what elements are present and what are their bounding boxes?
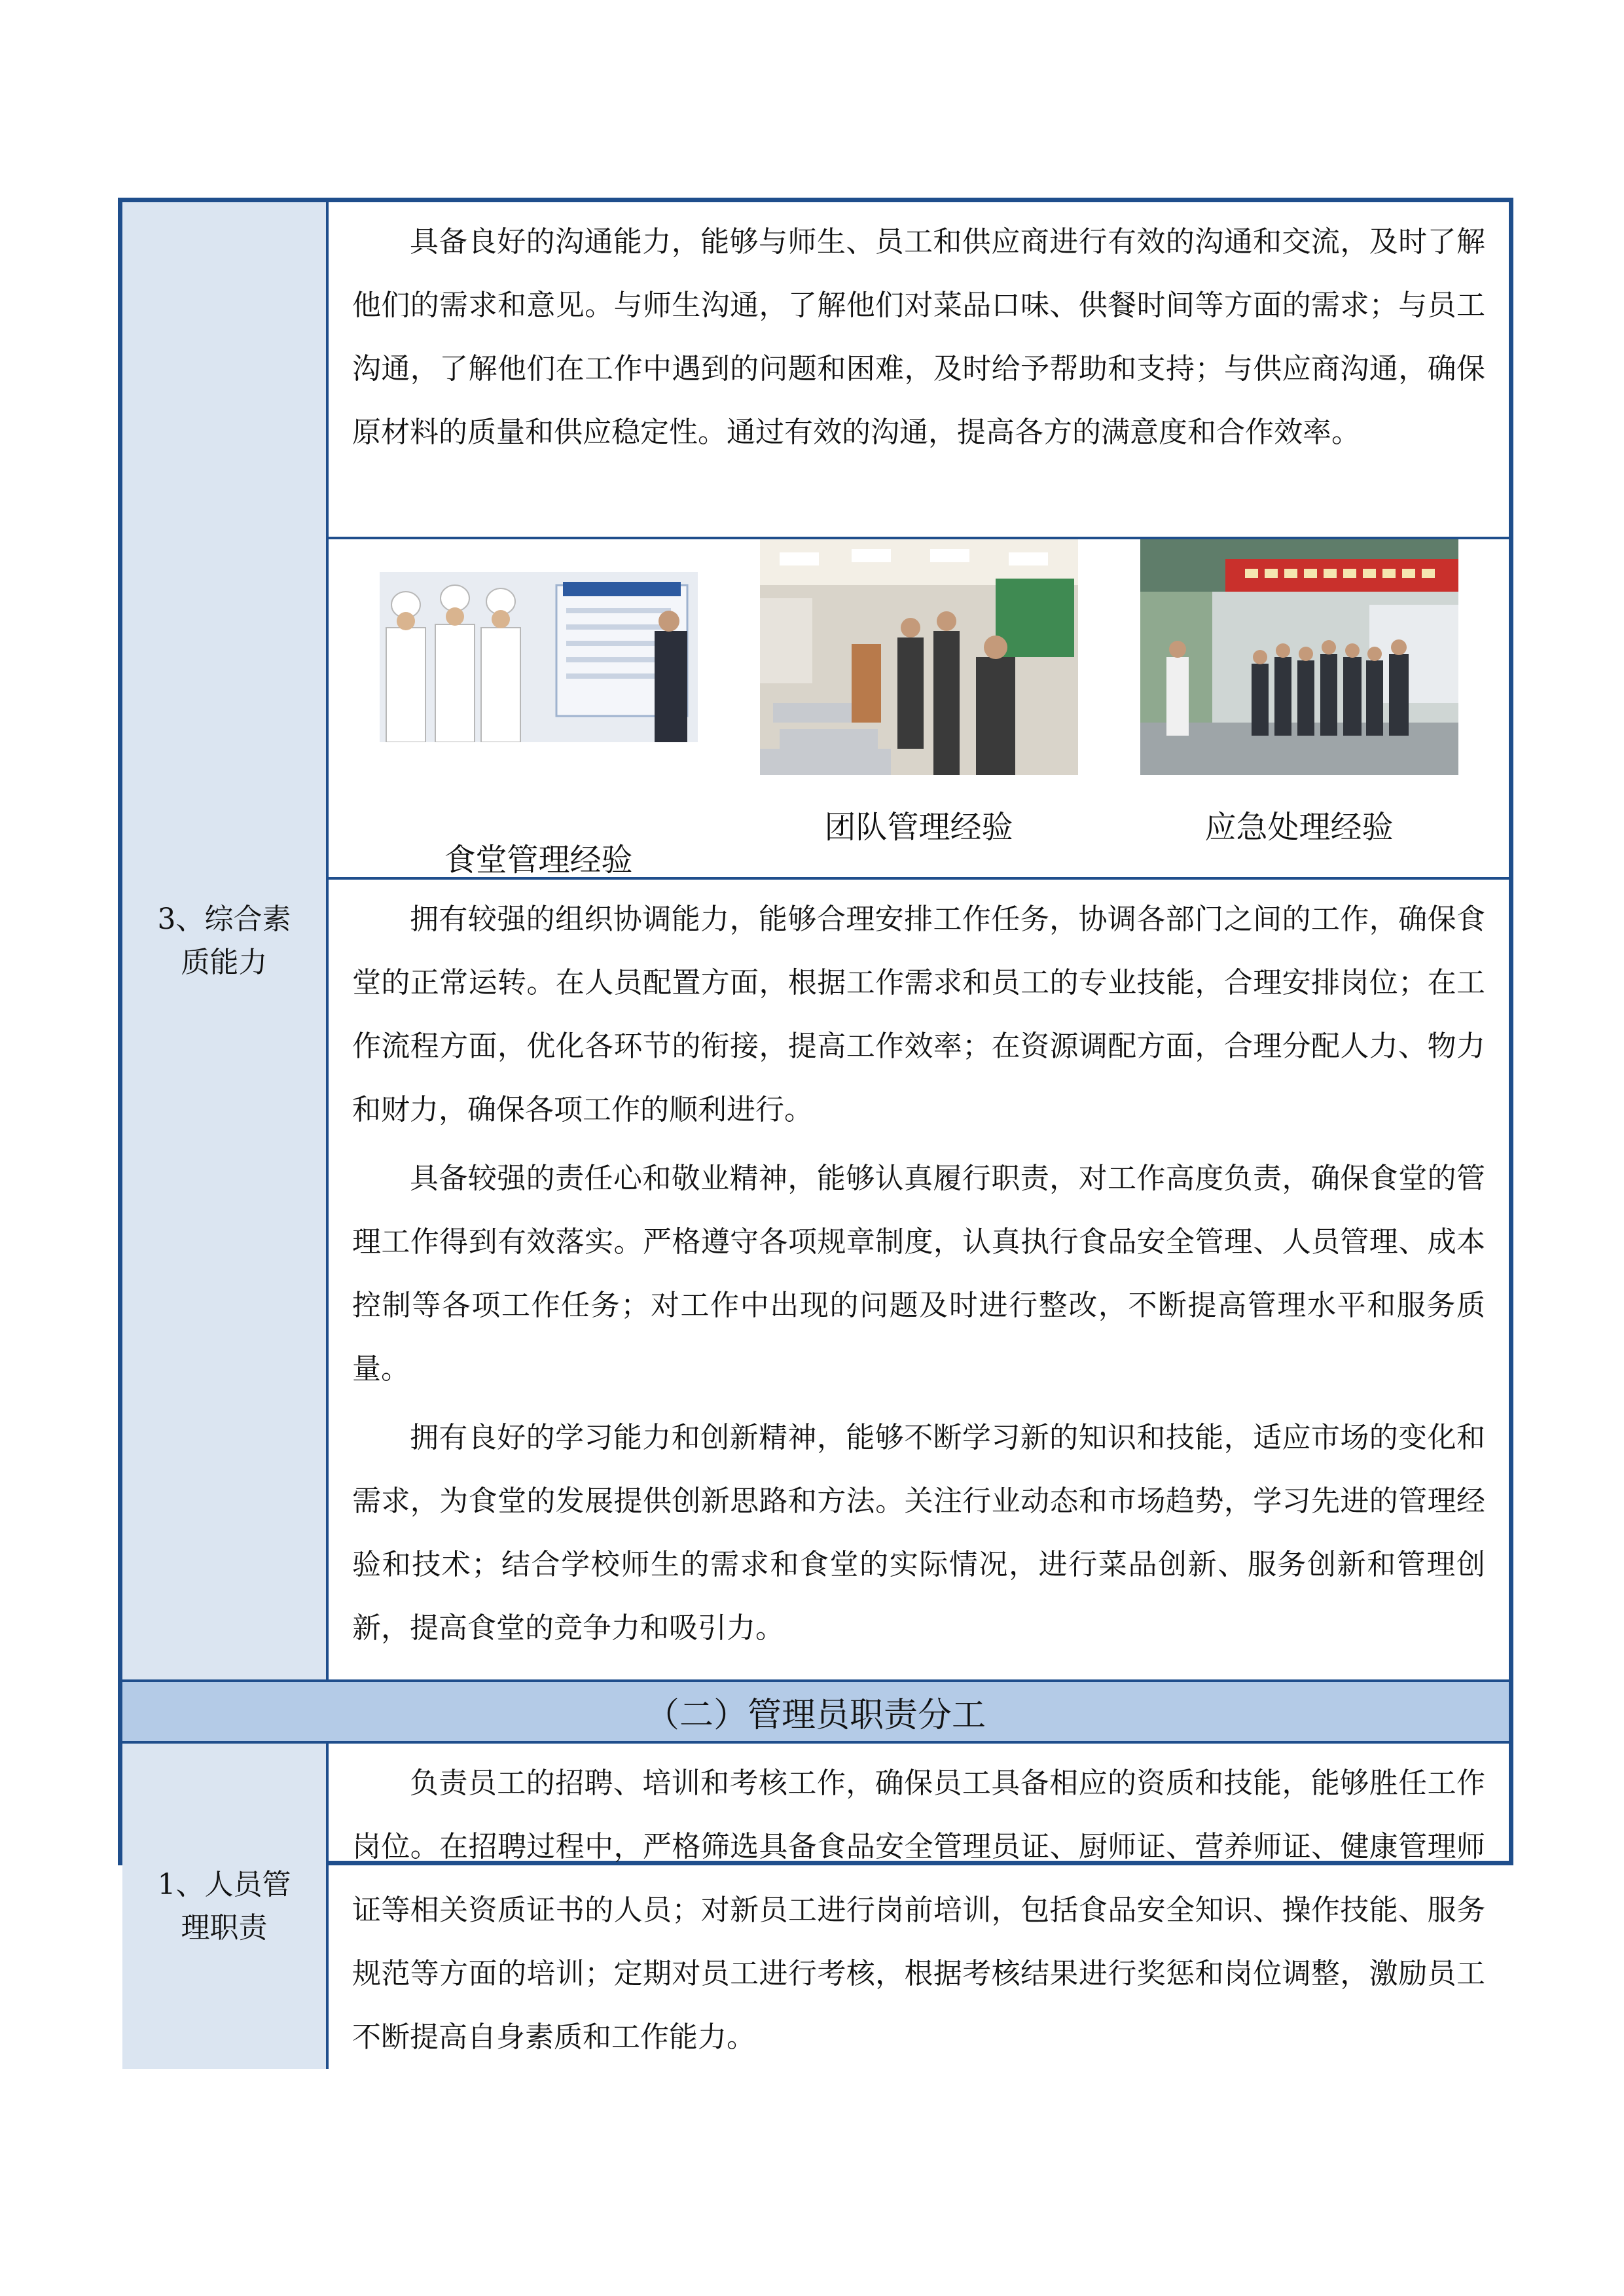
paragraph-communication: 具备良好的沟通能力，能够与师生、员工和供应商进行有效的沟通和交流，及时了解他们的需求和意见。与师生沟通，了解他们对菜品口味、供餐时间等方面的需求；与员工沟通，了解他们在工作中遇到的问题和困难，及时给予帮助和支持；与供应商沟通，确保原材料的质量和供应稳定性。通过有效的沟通，提高各方的满意度和合作效率。 xyxy=(352,225,1485,449)
photo-row xyxy=(329,539,1509,880)
row-label-text: 3、综合素质能力 xyxy=(157,902,291,979)
section-heading-text: （二）管理员职责分工 xyxy=(645,1695,986,1735)
photo-card-canteen xyxy=(380,539,698,880)
photo-caption: 应急处理经验 xyxy=(1204,809,1394,846)
responsibility-table xyxy=(118,198,1513,2054)
row-label-personnel xyxy=(122,1744,329,2069)
photo-caption: 食堂管理经验 xyxy=(444,842,633,878)
paragraph-learning: 拥有良好的学习能力和创新精神，能够不断学习新的知识和技能，适应市场的变化和需求，为食堂的发展提供创新思路和方法。关注行业动态和市场趋势，学习先进的管理经验和技术；结合学校师生的需求和食堂的实际情况，进行菜品创新、服务创新和管理创新，提高食堂的竞争力和吸引力。 xyxy=(352,1421,1485,1645)
canteen-team-photo xyxy=(760,539,1078,775)
photo-caption: 团队管理经验 xyxy=(824,809,1013,846)
row-label-text: 1、人员管理职责 xyxy=(157,1867,291,1945)
emergency-drill-photo xyxy=(1140,539,1458,775)
photo-card-team xyxy=(760,539,1078,847)
paragraph-personnel: 负责员工的招聘、培训和考核工作，确保员工具备相应的资质和技能，能够胜任工作岗位。在招聘过程中，严格筛选具备食品安全管理员证、厨师证、营养师证、健康管理师证等相关资质证书的人员；对新员工进行岗前培训，包括食品安全知识、操作技能、服务规范等方面的培训；定期对员工进行考核，根据考核结果进行奖惩和岗位调整，激励员工不断提高自身素质和工作能力。 xyxy=(352,1767,1485,2054)
kitchen-staff-photo xyxy=(380,572,698,742)
paragraph-organization: 拥有较强的组织协调能力，能够合理安排工作任务，协调各部门之间的工作，确保食堂的正常运转。在人员配置方面，根据工作需求和员工的专业技能，合理安排岗位；在工作流程方面，优化各环节的衔接，提高工作效率；在资源调配方面，合理分配人力、物力和财力，确保各项工作的顺利进行。 xyxy=(352,903,1485,1126)
personnel-cell xyxy=(329,1744,1509,2069)
row-label-comprehensive-ability xyxy=(122,202,329,1679)
photo-card-emergency xyxy=(1140,539,1458,847)
section-heading xyxy=(122,1679,1509,1744)
communication-cell xyxy=(329,202,1509,539)
organization-cell xyxy=(329,880,1509,1679)
paragraph-responsibility: 具备较强的责任心和敬业精神，能够认真履行职责，对工作高度负责，确保食堂的管理工作得到有效落实。严格遵守各项规章制度，认真执行食品安全管理、人员管理、成本控制等各项工作任务；对工作中出现的问题及时进行整改，不断提高管理水平和服务质量。 xyxy=(352,1162,1485,1386)
